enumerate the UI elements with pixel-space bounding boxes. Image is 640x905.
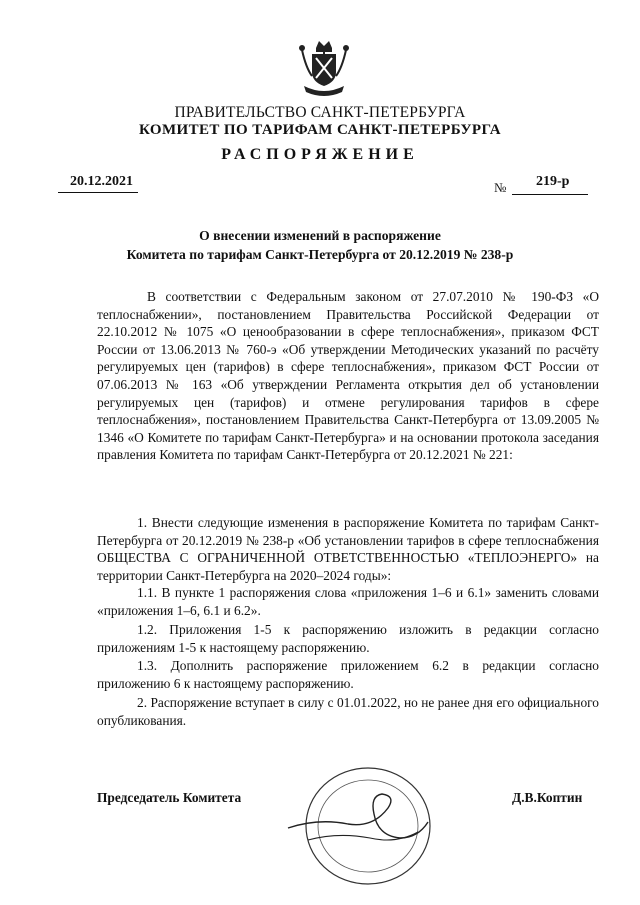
preamble-paragraph: В соответствии с Федеральным законом от 27.07.2010 № 190-ФЗ «О теплоснабжении», постановлением Правительства Российской Федерации от 22.10.2012 № 1075 «О ценообразовании в сфере теплоснабжения», приказом ФСТ России от 13.06.2013 № 760-э «Об утверждении Методических указаний по расчёту регулируемых цен (тарифов) в сфере теплоснабжения», приказом ФСТ России от 07.06.2013 № 163 «Об утверждении Регламента открытия дел об установлении регулируемых цен (тарифов) и отмене регулирования тарифов в сфере теплоснабжения», постановлением Правительства Санкт-Петербурга от 13.09.2005 № 1346 «О Комитете по тарифам Санкт-Петербурга» и на основании протокола заседания правления Комитета по тарифам Санкт-Петербурга от 20.12.2021 № 221: bbox=[97, 289, 599, 463]
number-sign: № bbox=[494, 180, 507, 195]
document-type: РАСПОРЯЖЕНИЕ bbox=[221, 146, 419, 163]
subject-line-1: О внесении изменений в распоряжение bbox=[199, 228, 441, 243]
number-underline bbox=[512, 194, 588, 195]
document-number: 219-р bbox=[536, 174, 570, 189]
clause-1: 1. Внести следующие изменения в распоряжение Комитета по тарифам Санкт-Петербурга от 20.12.2019 № 238-р «Об установлении тарифов в сфере теплоснабжения ОБЩЕСТВА С ОГРАНИЧЕННОЙ ОТВЕТСТВЕННОСТЬЮ «ТЕПЛОЭНЕРГО» на территории Санкт-Петербурга на 2020–2024 годы»: bbox=[97, 515, 599, 583]
clause-1-2: 1.2. Приложения 1-5 к распоряжению изложить в редакции согласно приложениям 1-5 к настоящему распоряжению. bbox=[97, 622, 599, 655]
document-subject bbox=[0, 226, 640, 264]
handwritten-signature-icon bbox=[288, 794, 428, 840]
signatory-name: Д.В.Коптин bbox=[512, 790, 583, 805]
clause-1-1: 1.1. В пункте 1 распоряжения слова «приложения 1–6 и 6.1» заменить словами «приложения 1–6, 6.1 и 6.2». bbox=[97, 585, 599, 618]
official-seal-icon bbox=[278, 758, 448, 888]
signatory-position: Председатель Комитета bbox=[97, 790, 242, 805]
date-underline bbox=[58, 192, 138, 193]
committee-title: КОМИТЕТ ПО ТАРИФАМ САНКТ-ПЕТЕРБУРГА bbox=[138, 122, 502, 138]
clause-2: 2. Распоряжение вступает в силу с 01.01.2022, но не ранее дня его официального опубликования. bbox=[97, 695, 599, 728]
subject-line-2: Комитета по тарифам Санкт-Петербурга от 20.12.2019 № 238-р bbox=[126, 247, 514, 262]
clause-1-3: 1.3. Дополнить распоряжение приложением 6.2 в редакции согласно приложению 6 к настоящему распоряжению. bbox=[97, 658, 599, 691]
saint-petersburg-coat-of-arms-icon bbox=[296, 38, 352, 102]
government-title: ПРАВИТЕЛЬСТВО САНКТ-ПЕТЕРБУРГА bbox=[174, 104, 466, 121]
document-date: 20.12.2021 bbox=[70, 174, 133, 189]
